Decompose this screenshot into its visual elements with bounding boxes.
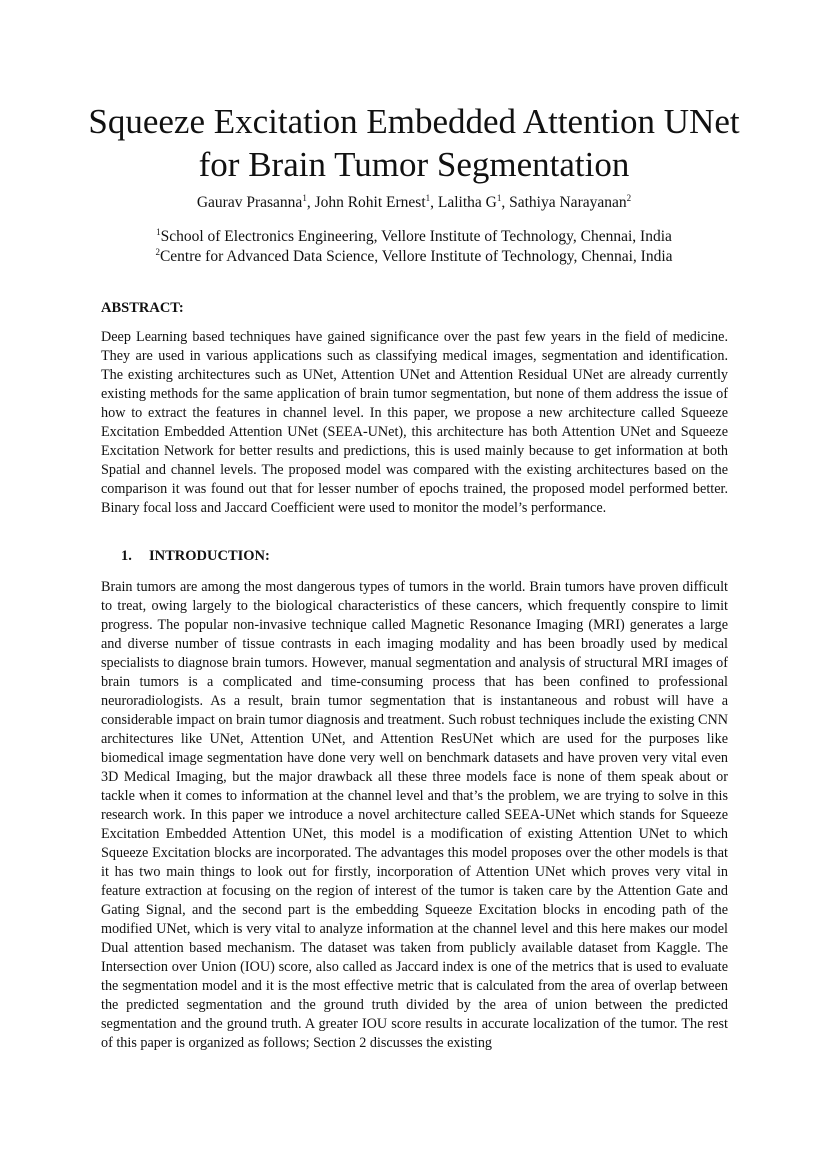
author-affiliation-mark: 1 — [425, 192, 431, 203]
abstract-body: Deep Learning based techniques have gained significance over the past few years in the field of medicine. They are used in various applications such as classifying medical images, segmentation and identification. The existing architectures such as UNet, Attention UNet and Attention Residual UNet are already currently existing methods for the same application of brain tumor segmentation, but none of them address the issue of how to extract the features in channel level. In this paper, we propose a new architecture called Squeeze Excitation Embedded Attention UNet (SEEA-UNet), this architecture has both Attention UNet and Squeeze Excitation Network for better results and predictions, this is used mainly because to get information at both Spatial and channel levels. The proposed model was compared with the existing architectures based on the comparison it was found out that for lesser number of epochs trained, the proposed model performed better. Binary focal loss and Jaccard Coefficient were used to monitor the model’s performance. — [101, 329, 728, 516]
section-number: 1. — [121, 548, 132, 564]
author-affiliation-mark: 1 — [496, 192, 502, 203]
section-heading-introduction — [121, 547, 270, 565]
affiliation-mark: 1 — [156, 226, 161, 237]
affiliation-2 — [60, 247, 768, 267]
author-name: Gaurav Prasanna — [196, 194, 303, 211]
author-list — [60, 193, 768, 213]
title-line-1: Squeeze Excitation Embedded Attention UNet — [88, 102, 740, 141]
affiliation-1 — [60, 227, 768, 247]
abstract-heading: ABSTRACT: — [101, 300, 184, 316]
affiliation-mark: 2 — [155, 246, 160, 257]
paper-title — [60, 100, 768, 186]
title-line-2: for Brain Tumor Segmentation — [198, 145, 630, 184]
author-separator: , — [430, 194, 438, 211]
author-separator: , — [306, 194, 315, 211]
author-name: Sathiya Narayanan — [509, 194, 627, 211]
introduction-body: Brain tumors are among the most dangerous types of tumors in the world. Brain tumors have proven difficult to treat, owing largely to the biological characteristics of these cancers, which frequently conspire to limit progress. The popular non-invasive technique called Magnetic Resonance Imaging (MRI) generates a large and diverse number of tissue contrasts in each imaging modality and has been broadly used by medical specialists to diagnose brain tumors. However, manual segmentation and analysis of structural MRI images of brain tumors is a complicated and time-consuming process that has been confined to professional neuroradiologists. As a result, brain tumor segmentation that is instantaneous and robust will have a considerable impact on brain tumor diagnosis and treatment. Such robust techniques include the existing CNN architectures like UNet, Attention UNet, and Attention ResUNet which are used for the purposes like biomedical image segmentation have done very well on benchmark datasets and have proven very vital even 3D Medical Imaging, but the major drawback all these three models face is none of them speak about or tackle when it comes to information at the channel level and that’s the problem, we are trying to solve in this research work. In this paper we introduce a novel architecture called SEEA-UNet which stands for Squeeze Excitation Embedded Attention UNet, this model is a modification of existing Attention UNet to which Squeeze Excitation blocks are incorporated. The advantages this model proposes over the other models is that it has two main things to look out for firstly, incorporation of Attention UNet which proves very vital in feature extraction at focusing on the region of interest of the tumor is taken care by the Attention Gate and Gating Signal, and the second part is the embedding Squeeze Excitation blocks in encoding path of the modified UNet, which is very vital to analyze information at the channel level and this here makes our model Dual attention based mechanism. The dataset was taken from publicly available dataset from Kaggle. The Intersection over Union (IOU) score, also called as Jaccard index is one of the metrics that is used to evaluate the segmentation model and it is the most effective metric that is calculated from the area of overlap between the predicted segmentation and the ground truth divided by the area of union between the predicted segmentation and the ground truth. A greater IOU score results in accurate localization of the tumor. The rest of this paper is organized as follows; Section 2 discusses the existing — [101, 579, 728, 1051]
affiliation-text: School of Electronics Engineering, Vellore Institute of Technology, Chennai, India — [160, 228, 672, 245]
author-name: Lalitha G — [437, 194, 497, 211]
author-name: John Rohit Ernest — [314, 194, 426, 211]
author-affiliation-mark: 1 — [302, 192, 307, 203]
section-title: INTRODUCTION: — [149, 548, 270, 564]
affiliation-text: Centre for Advanced Data Science, Vellore Institute of Technology, Chennai, India — [159, 248, 673, 265]
author-separator: , — [501, 194, 510, 211]
author-affiliation-mark: 2 — [626, 192, 632, 203]
